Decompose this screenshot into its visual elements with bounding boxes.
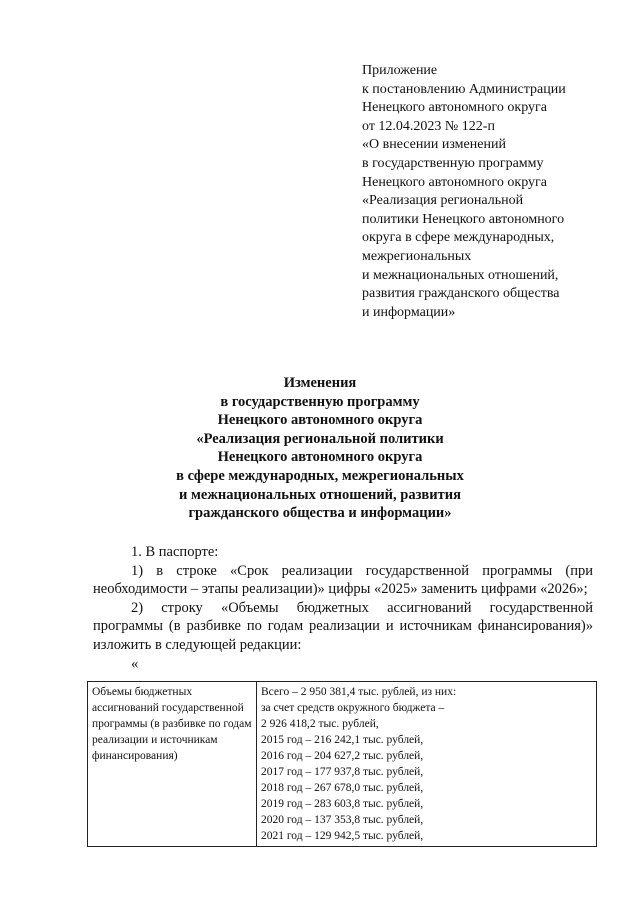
annex-line: от 12.04.2023 № 122-п	[362, 118, 495, 134]
value-line: 2021 год – 129 942,5 тыс. рублей,	[261, 830, 424, 842]
annex-line: развития гражданского общества	[362, 286, 560, 302]
annex-line: «О внесении изменений	[362, 137, 506, 153]
value-line: 2019 год – 283 603,8 тыс. рублей,	[261, 798, 424, 810]
paragraph-item-2: 2) строку «Объемы бюджетных ассигнований государственной программы (в разбивке по годам реализации и источникам финансирования)» изложить в следующей редакции:	[93, 599, 593, 653]
value-line: 2020 год – 137 353,8 тыс. рублей,	[261, 814, 424, 826]
table-row	[88, 682, 597, 847]
passport-table	[87, 681, 597, 847]
title-line: гражданского общества и информации»	[188, 505, 452, 522]
value-line: 2017 год – 177 937,8 тыс. рублей,	[261, 766, 424, 778]
paragraph-item-1: 1) в строке «Срок реализации государственной программы (при необходимости – этапы реализации)» цифры «2025» заменить цифрами «2026»;	[93, 562, 593, 598]
value-line: 2018 год – 267 678,0 тыс. рублей,	[261, 782, 424, 794]
title-line: Ненецкого автономного округа	[217, 449, 423, 466]
title-line: «Реализация региональной политики	[196, 430, 444, 447]
opening-quote: «	[131, 655, 139, 672]
paragraph-passport: 1. В паспорте:	[131, 544, 219, 560]
title-line: в сфере международных, межрегиональных	[176, 467, 464, 484]
annex-line: «Реализация региональной	[362, 193, 524, 209]
table-label-cell: Объемы бюджетных ассигнований государственной программы (в разбивке по годам реализации и источникам финансирования)	[88, 682, 257, 847]
annex-line: политики Ненецкого автономного	[362, 211, 565, 227]
title-line: Изменения	[283, 375, 357, 391]
annex-line: Ненецкого автономного округа	[362, 174, 547, 190]
title-line: Ненецкого автономного округа	[217, 412, 423, 429]
value-line: Всего – 2 950 381,4 тыс. рублей, из них:	[261, 686, 457, 698]
annex-line: и информации»	[362, 304, 456, 320]
title-line: и межнациональных отношений, развития	[179, 486, 461, 503]
annex-line: к постановлению Администрации	[362, 81, 566, 97]
value-line: 2015 год – 216 242,1 тыс. рублей,	[261, 734, 424, 746]
value-line: за счет средств окружного бюджета –	[261, 702, 445, 714]
annex-line: межрегиональных	[362, 248, 472, 264]
annex-line: в государственную программу	[362, 155, 544, 171]
annex-line: Приложение	[362, 63, 438, 78]
document-title	[60, 374, 580, 523]
annex-line: Ненецкого автономного округа	[362, 100, 547, 116]
value-line: 2 926 418,2 тыс. рублей,	[261, 718, 379, 730]
value-line: 2016 год – 204 627,2 тыс. рублей,	[261, 750, 424, 762]
annex-line: округа в сфере международных,	[362, 230, 555, 246]
annex-line: и межнациональных отношений,	[362, 267, 559, 283]
document-body	[93, 543, 593, 673]
table-value-cell	[257, 682, 597, 847]
title-line: в государственную программу	[220, 393, 420, 410]
annex-header	[362, 62, 632, 322]
